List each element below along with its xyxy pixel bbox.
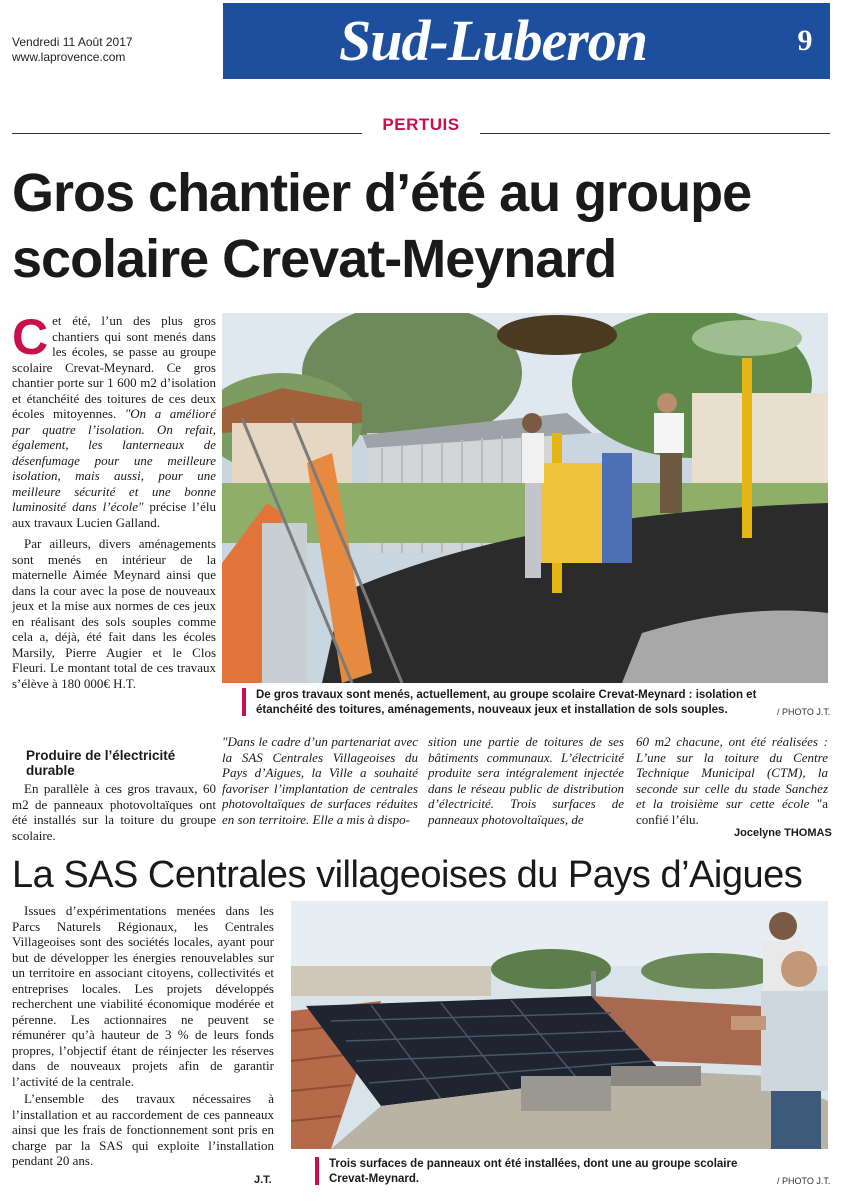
article1-p1-end: précise l’élu aux travaux Lucien Galland.: [12, 499, 216, 530]
solar-panels-photo: [291, 901, 828, 1149]
solar-illustration: [291, 901, 828, 1149]
website-link[interactable]: www.laprovence.com: [12, 50, 126, 64]
article1-p3: En parallèle à ces gros travaux, 60 m2 de panneaux photovoltaïques ont été installés sur la toiture du groupe scolaire.: [12, 781, 216, 843]
main-headline: [12, 160, 832, 292]
drop-cap: C: [12, 309, 49, 365]
solar-caption: Trois surfaces de panneaux ont été installées, dont une au groupe scolaire Crevat-Meynard.: [329, 1158, 738, 1185]
article2-p1: Issues d’expérimentations menées dans les Parcs Naturels Régionaux, les Centrales Villageoises sont des sociétés locales, ayant pour but de développer les énergies renouvelables sur un territoire en associant citoyens, collectivités et entreprises locales. Les projets développés recherchent une viabilité économique modérée et pérenne. Les actionnaires ne peuvent se rémunérer qu’à hauteur de 3 % de leurs fonds propres, l’objectif étant de réinjecter les réserves dans de nouveaux projets afin de garantir l’activité de la centrale.: [12, 903, 274, 1089]
caption-bar: [242, 688, 246, 716]
headline-line-1: Gros chantier d’été au groupe: [12, 163, 752, 223]
kicker-rule-left: [12, 133, 362, 134]
article1-p1-lead: et été, l’un des plus gros chantiers qui sont menés dans les écoles, se passe au groupe scolaire Crevat-Meynard. Ce gros chantier porte sur 1 600 m2 d’isolation et étanchéité des toitures de ces deux écoles mitoyennes.: [12, 313, 216, 421]
article1-column-4-text: 60 m2 chacune, ont été réalisées : L’une sur la toiture du Centre Technique Municipal (CTM), la seconde sur celle du stade Sanchez et la troisième sur cette école: [636, 734, 828, 811]
article1-column-4: [636, 734, 828, 827]
issue-date: Vendredi 11 Août 2017: [12, 35, 133, 49]
article1-column-1b: [12, 781, 216, 843]
photo-credit: / PHOTO J.T.: [777, 707, 831, 717]
article1-column-1: [12, 309, 217, 691]
secondary-headline: La SAS Centrales villageoises du Pays d’Aigues: [12, 854, 803, 896]
article2-p2: L’ensemble des travaux nécessaires à l’installation et au raccordement de ces panneaux ainsi que les frais de fonctionnement sont pris en charge par la SAS qui exploite l’installation pendant 20 ans.: [12, 1091, 274, 1168]
playground-caption: De gros travaux sont menés, actuellement, au groupe scolaire Crevat-Meynard : isolation et étanchéité des toitures, aménagements, nouveaux jeux et installation de sols souples.: [256, 689, 757, 716]
caption-bar-2: [315, 1157, 319, 1185]
article1-column-3: [428, 734, 624, 827]
article1-column-2: "Dans le cadre d’un partenariat avec la SAS Centrales Villageoises du Pays d’Aigues, la Ville a souhaité favoriser l’implantation de centrales photovoltaïques de surfaces réduites en son territoire. Elle a mis à dispo-: [222, 734, 418, 827]
section-title: Sud-Luberon: [338, 8, 648, 73]
playground-illustration: [222, 313, 828, 683]
byline: Jocelyne THOMAS: [734, 827, 832, 839]
article1-p1-quote: "On a amélioré par quatre l’isolation. On refait, également, les lanterneaux de désenfumage pour une meilleure isolation, mais aussi, pour une meilleure sécurité et une bonne luminosité dans l’école": [12, 406, 217, 514]
article2-signature: J.T.: [254, 1174, 272, 1186]
kicker-rule-right: [480, 133, 830, 134]
kicker: PERTUIS: [382, 115, 460, 134]
article1-p2: Par ailleurs, divers aménagements sont menés en intérieur de la maternelle Aimée Meynard ainsi que dans la cour avec la pose de nouveaux jeux et la mise aux normes de ces jeux en réalisant des sols souples comme cela a, déjà, été fait dans les écoles Marsily, Pierre Augier et le Clos Fleuri. Le montant total de ces travaux s’élève à 180 000€ H.T.: [12, 536, 216, 691]
page-number: 9: [797, 24, 813, 57]
article1-column-3-text: sition une partie de toitures de ses bâtiments communaux. L’électricité produite sera intégralement injectée dans le réseau public de distribution d’électricité. Trois surfaces de panneaux photovoltaïques, de: [428, 734, 624, 827]
article2-column: [12, 903, 274, 1169]
article1-subhead: Produire de l’électricité durable: [26, 748, 176, 778]
headline-line-2: scolaire Crevat-Meynard: [12, 229, 617, 289]
photo-credit-2: / PHOTO J.T.: [777, 1176, 831, 1186]
article1-column-4-end: "a confié l’élu.: [636, 796, 829, 827]
playground-photo: [222, 313, 828, 683]
